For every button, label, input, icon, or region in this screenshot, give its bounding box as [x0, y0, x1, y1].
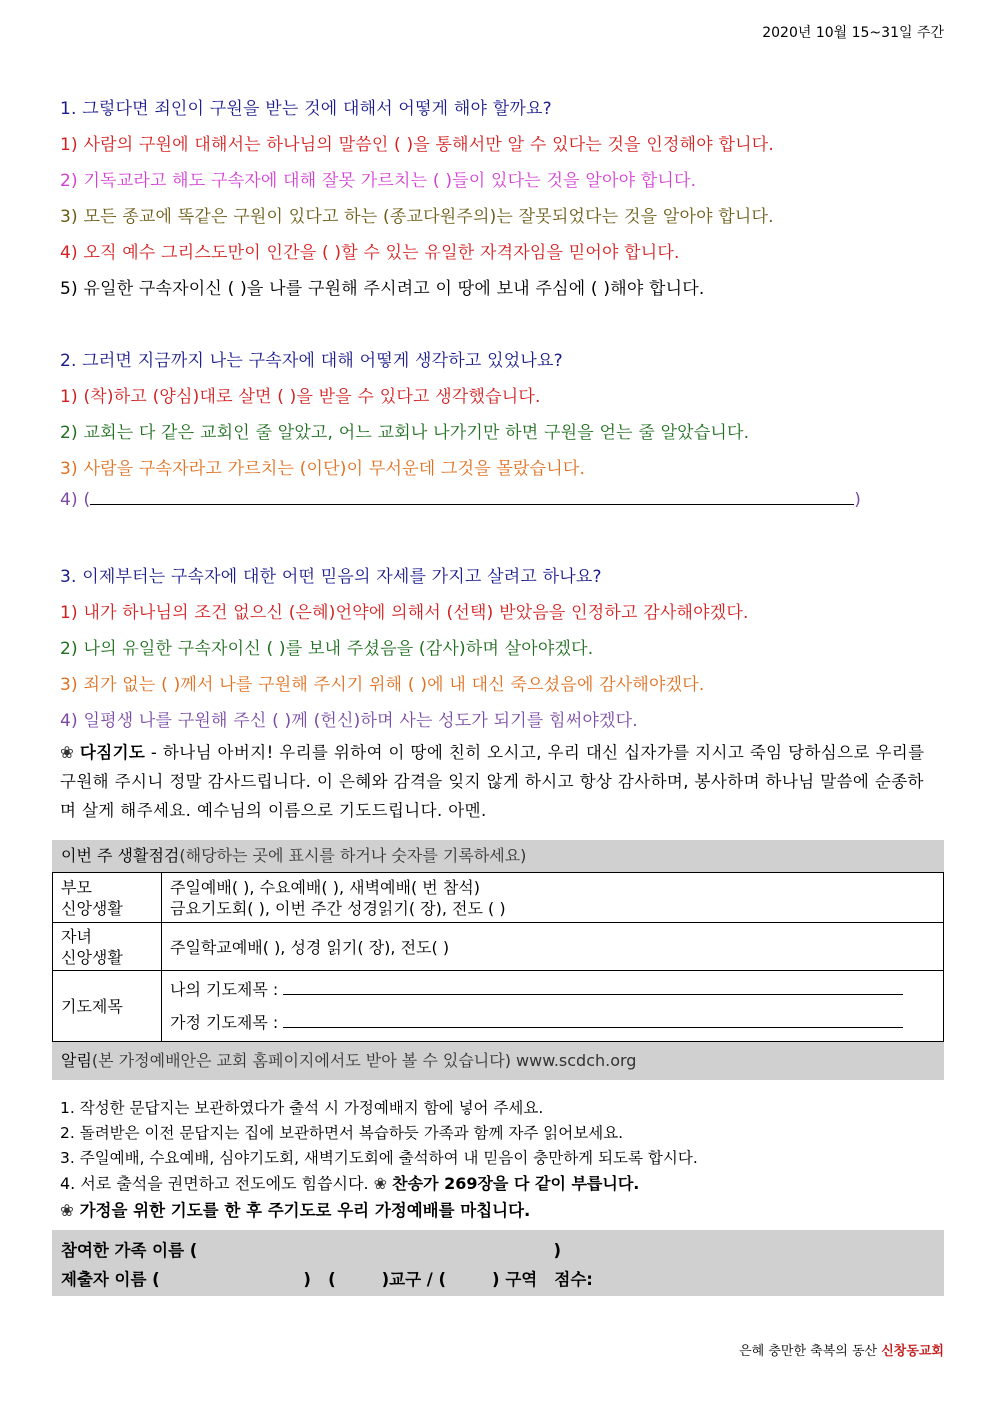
prayer-family-label: 가정 기도제목 : [170, 1013, 279, 1032]
checklist-header [52, 840, 944, 872]
pledge-title: 다짐기도 [79, 743, 146, 762]
section1-item-1: 1) 사람의 구원에 대해서는 하나님의 말씀인 ( )을 통해서만 알 수 있다는 것을 인정해야 합니다. [60, 135, 774, 155]
section3-item-1: 1) 내가 하나님의 조건 없으신 (은혜)언약에 의해서 (선택) 받았음을 인정하고 감사해야겠다. [60, 603, 749, 623]
section2-item-2: 2) 교회는 다 같은 교회인 줄 알았고, 어느 교회나 나가기만 하면 구원을 얻는 줄 알았습니다. [60, 423, 750, 443]
children-fields[interactable]: 주일학교예배( ), 성경 읽기( 장), 전도( ) [162, 923, 944, 971]
note-3: 3. 주일예배, 수요예배, 심야기도회, 새벽기도회에 출석하여 내 믿음이 충만하게 되도록 합시다. [60, 1149, 698, 1167]
children-label [53, 923, 162, 971]
footer-church: 신창동교회 [881, 1344, 944, 1359]
parents-row [53, 873, 944, 923]
submitter-field[interactable]: 제출자 이름 ( ) ( )교구 / ( ) 구역 점수: [61, 1270, 593, 1289]
section3-item-4: 4) 일평생 나를 구원해 주신 ( )께 (헌신)하며 사는 성도가 되기를 힘써야겠다. [60, 711, 638, 731]
children-label-1: 자녀 [61, 926, 92, 946]
section1-question: 1. 그렇다면 죄인이 구원을 받는 것에 대해서 어떻게 해야 할까요? [60, 99, 552, 119]
closing-text: 가정을 위한 기도를 한 후 주기도로 우리 가정예배를 마칩니다. [79, 1201, 531, 1220]
flower-icon: ❀ [60, 1201, 74, 1220]
section3-question: 3. 이제부터는 구속자에 대한 어떤 믿음의 자세를 가지고 살려고 하나요? [60, 567, 602, 587]
prayer-family-line[interactable] [283, 1015, 903, 1028]
notice-bar [52, 1042, 944, 1080]
section1-item-2: 2) 기독교라고 해도 구속자에 대해 잘못 가르치는 ( )들이 있다는 것을 알아야 합니다. [60, 171, 697, 191]
notice-main: 알림 [61, 1051, 92, 1070]
section2-item-4-prefix: 4) ( [60, 490, 91, 510]
section2-item-3: 3) 사람을 구속자라고 가르치는 (이단)이 무서운데 그것을 몰랐습니다. [60, 459, 586, 479]
pledge-text: - 하나님 아버지! 우리를 위하여 이 땅에 친히 오시고, 우리 대신 십자가를 지시고 죽임 당하심으로 우리를 구원해 주시니 정말 감사드립니다. 이 은혜와 감격을 잊지 않게 하시고 항상 감사하며, 봉사하며 하나님 말씀에 순종하며 살게 해주세요. 예수님의 이름으로 기도드립니다. 아멘. [60, 743, 925, 820]
family-names-field[interactable]: 참여한 가족 이름 ( ) [61, 1241, 562, 1260]
note-4-text: 4. 서로 출석을 권면하고 전도에도 힘씁시다. [60, 1174, 369, 1193]
note-4 [60, 1171, 639, 1194]
section2-answer-line[interactable] [90, 490, 854, 505]
section1-item-3: 3) 모든 종교에 똑같은 구원이 있다고 하는 (종교다원주의)는 잘못되었다는 것을 알아야 합니다. [60, 207, 774, 227]
note-2: 2. 돌려받은 이전 문답지는 집에 보관하면서 복습하듯 가족과 함께 자주 읽어보세요. [60, 1124, 624, 1142]
section2-item-4 [60, 490, 861, 510]
section2-item-4-suffix: ) [854, 490, 862, 510]
checklist-header-sub: (해당하는 곳에 표시를 하거나 숫자를 기록하세요) [179, 846, 527, 865]
section2-question: 2. 그러면 지금까지 나는 구속자에 대해 어떻게 생각하고 있었나요? [60, 351, 563, 371]
prayer-family-row [170, 1006, 935, 1039]
footer-slogan: 은혜 충만한 축복의 동산 [739, 1344, 882, 1359]
prayer-fields [162, 971, 944, 1042]
header-date: 2020년 10월 15~31일 주간 [762, 25, 944, 41]
parents-fields[interactable] [162, 873, 944, 923]
closing-line [60, 1197, 530, 1221]
note-4-hymn: 찬송가 269장을 다 같이 부릅니다. [392, 1174, 640, 1193]
parents-line-1[interactable]: 주일예배( ), 수요예배( ), 새벽예배( 번 참석) [170, 877, 480, 897]
notice-sub: (본 가정예배안은 교회 홈페이지에서도 받아 볼 수 있습니다) www.scdch.org [91, 1051, 637, 1070]
parents-label-2: 신앙생활 [61, 898, 123, 918]
prayer-mine-label: 나의 기도제목 : [170, 980, 279, 999]
children-row [53, 923, 944, 971]
parents-label-1: 부모 [61, 877, 92, 897]
footer [739, 1340, 944, 1359]
prayer-mine-line[interactable] [283, 982, 903, 995]
section1-item-4: 4) 오직 예수 그리스도만이 인간을 ( )할 수 있는 유일한 자격자임을 믿어야 합니다. [60, 243, 680, 263]
section3-item-2: 2) 나의 유일한 구속자이신 ( )를 보내 주셨음을 (감사)하며 살아야겠다. [60, 639, 594, 659]
note-1: 1. 작성한 문답지는 보관하였다가 출석 시 가정예배지 함에 넣어 주세요. [60, 1099, 544, 1117]
prayer-row [53, 971, 944, 1042]
pledge-prayer [60, 738, 936, 825]
parents-line-2[interactable]: 금요기도회( ), 이번 주간 성경읽기( 장), 전도 ( ) [170, 898, 506, 918]
children-label-2: 신앙생활 [61, 947, 123, 967]
checklist-table [52, 872, 944, 1042]
flower-icon: ❀ [60, 743, 75, 762]
section3-item-3: 3) 죄가 없는 ( )께서 나를 구원해 주시기 위해 ( )에 내 대신 죽으셨음에 감사해야겠다. [60, 675, 705, 695]
section1-item-5: 5) 유일한 구속자이신 ( )을 나를 구원해 주시려고 이 땅에 보내 주심에 ( )해야 합니다. [60, 279, 705, 299]
prayer-mine-row [170, 973, 935, 1006]
flower-icon: ❀ [373, 1174, 388, 1193]
submit-box [52, 1230, 944, 1296]
section2-item-1: 1) (착)하고 (양심)대로 살면 ( )을 받을 수 있다고 생각했습니다. [60, 387, 541, 407]
prayer-label: 기도제목 [53, 971, 162, 1042]
parents-label [53, 873, 162, 923]
checklist-header-main: 이번 주 생활점검 [61, 846, 180, 865]
